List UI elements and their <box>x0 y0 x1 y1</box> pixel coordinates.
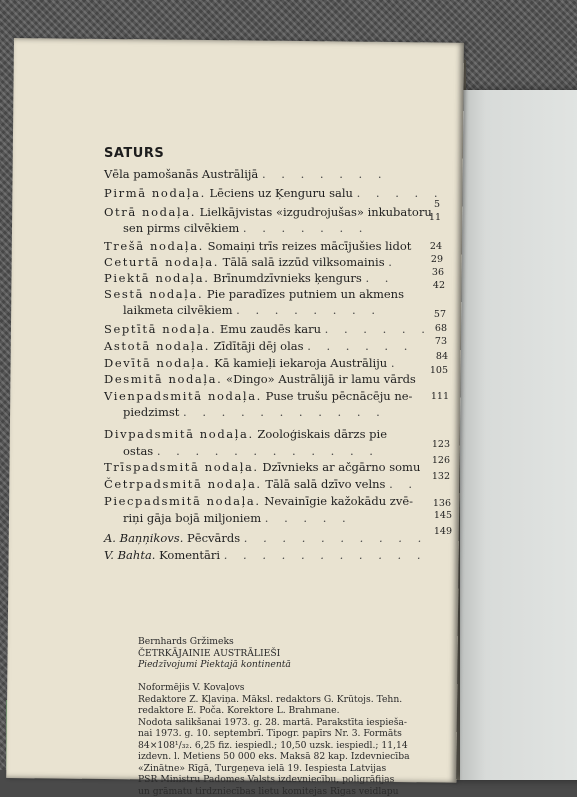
imprint-line: redaktore E. Poča. Korektore L. Brahmane. <box>138 705 410 717</box>
toc-line: V. Bahta. Komentāri . . . . . . . . . . . <box>104 548 427 562</box>
toc-line: sen pirms cilvēkiem . . . . . . . <box>123 221 368 235</box>
toc-page-number: 42 <box>405 280 445 291</box>
toc-page-number: 132 <box>410 471 450 482</box>
toc-page-number: 11 <box>401 212 441 223</box>
toc-line: Trešā nodaļa. Somaiņi trīs reizes mācījušies lidot <box>104 239 411 253</box>
toc-line: Ceturtā nodaļa. Tālā salā izzūd vilksomainis . <box>104 255 398 269</box>
imprint-line: 84×108¹/₃₂. 6,25 fiz. iespiedl.; 10,50 uzsk. iespiedl.; 11,14 <box>138 740 410 752</box>
imprint-block <box>138 636 410 797</box>
toc-line: Divpadsmitā nodaļa. Zooloģiskais dārzs pie <box>104 427 387 441</box>
toc-page-number: 57 <box>406 309 446 320</box>
toc-line: Sestā nodaļa. Pie paradīzes putniem un akmens <box>104 287 404 301</box>
toc-line: Astotā nodaļa. Zīdītāji dēj olas . . . . . . <box>104 339 413 353</box>
toc-line: piedzimst . . . . . . . . . . . <box>123 405 386 419</box>
toc-line: laikmeta cilvēkiem . . . . . . . . <box>123 303 381 317</box>
toc-page-number: 126 <box>410 455 450 466</box>
toc-line: ostas . . . . . . . . . . . . <box>123 444 379 458</box>
right-page <box>460 90 577 780</box>
toc-page-number: 123 <box>410 439 450 450</box>
toc-line: riņi gāja bojā miljoniem . . . . . <box>123 511 352 525</box>
toc-line: Septītā nodaļa. Emu zaudēs karu . . . . . . <box>104 322 431 336</box>
imprint-line: Noformējis V. Kovaļovs <box>138 682 410 694</box>
toc-page-number: 111 <box>409 391 449 402</box>
toc-page-number: 29 <box>403 254 443 265</box>
toc-page-number: 145 <box>412 510 452 521</box>
contents-heading: SATURS <box>104 146 164 161</box>
toc-line: A. Baņņikovs. Pēcvārds . . . . . . . . . . <box>104 531 427 545</box>
toc-page-number: 149 <box>412 526 452 537</box>
imprint-title: ČETRKĀJAINIE AUSTRĀLIEŠI <box>138 648 410 660</box>
toc-line: Pirmā nodaļa. Lēciens uz Ķenguru salu . . . . . <box>104 186 444 200</box>
toc-page-number: 68 <box>407 323 447 334</box>
imprint-line: Redaktore Z. Kļaviņa. Māksl. redaktors G. Krūtojs. Tehn. <box>138 694 410 706</box>
toc-page-number: 136 <box>411 498 451 509</box>
imprint-line: izdevn. l. Metiens 50 000 eks. Maksā 82 kap. Izdevniecība <box>138 751 410 763</box>
toc-page-number: 73 <box>407 336 447 347</box>
toc-page-number: 5 <box>400 199 440 210</box>
imprint-line <box>138 671 410 683</box>
imprint-line: un grāmatu tirdzniecības lietu komitejas Rīgas veidlapu <box>138 786 410 797</box>
toc-line: Vēla pamošanās Austrālijā . . . . . . . <box>104 167 387 181</box>
imprint-line: PSR Ministru Padomes Valsts izdevniecību, poligrāfijas <box>138 774 410 786</box>
toc-line: Vienpadsmitā nodaļa. Puse trušu pēcnācēju ne- <box>104 389 412 403</box>
toc-page-number: 36 <box>404 267 444 278</box>
toc-line: Otrā nodaļa. Lielkājvistas «izgudrojušas» inkubatoru <box>104 205 432 219</box>
imprint-author: Bernhards Gržimeks <box>138 636 410 648</box>
imprint-line: nai 1973. g. 10. septembrī. Tipogr. papīrs Nr. 3. Formāts <box>138 728 410 740</box>
toc-line: Piecpadsmitā nodaļa. Nevainīgie kažokādu zvē- <box>104 494 413 508</box>
toc-page-number: 24 <box>402 241 442 252</box>
toc-line: Četrpadsmitā nodaļa. Tālā salā dzīvo velns . . <box>104 477 418 491</box>
imprint-subtitle: Piedzīvojumi Piektajā kontinentā <box>138 659 410 671</box>
toc-line: Trīspadsmitā nodaļa. Dzīvnieks ar ačgārno somu <box>104 460 420 474</box>
toc-page-number: 84 <box>408 351 448 362</box>
toc-line: Desmitā nodaļa. «Dingo» Austrālijā ir lamu vārds <box>104 372 416 386</box>
imprint-line: «Zinātne» Rīgā, Turgeņeva ielā 19. Iespiesta Latvijas <box>138 763 410 775</box>
toc-line: Devītā nodaļa. Kā kamieļi iekaroja Austrāliju . <box>104 356 401 370</box>
toc-page-number: 105 <box>408 365 448 376</box>
imprint-line: Nodota salikšanai 1973. g. 28. martā. Parakstīta iespieša- <box>138 717 410 729</box>
toc-line: Piektā nodaļa. Brīnumdzīvnieks ķengurs . . <box>104 271 394 285</box>
